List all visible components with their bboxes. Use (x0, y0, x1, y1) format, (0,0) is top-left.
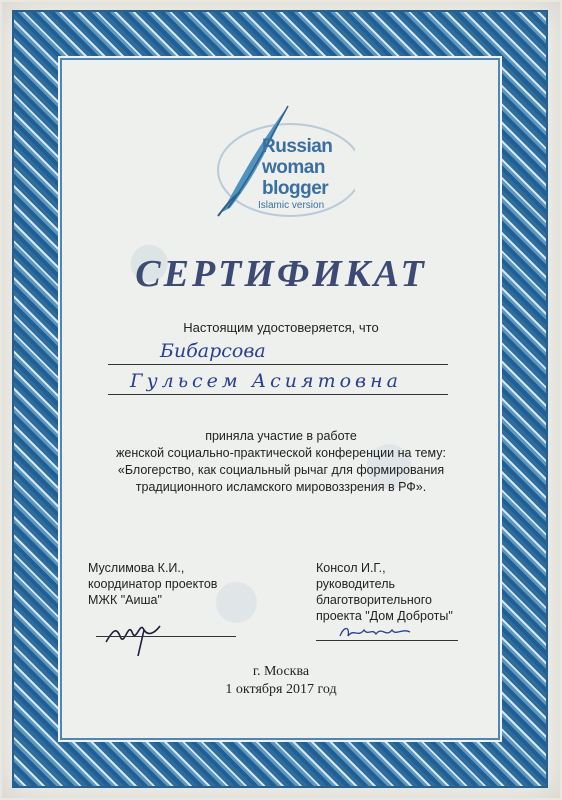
logo-line-1: Russian (262, 136, 333, 157)
signatory-right (316, 560, 453, 624)
given-underline (108, 394, 448, 395)
left-signature-line (96, 636, 236, 637)
body-line-3: «Блогерство, как социальный рычаг для формирования (117, 463, 445, 477)
signatory-right-role-2: благотворительного (316, 593, 432, 607)
logo-line-3: blogger (262, 178, 329, 199)
logo-subtitle: Islamic version (258, 200, 325, 211)
logo-line-2: woman (262, 157, 325, 178)
signatory-left-role-2: МЖК "Аиша" (88, 593, 162, 607)
signatory-right-name: Консол И.Г., (316, 561, 386, 575)
certificate-title: СЕРТИФИКАТ (135, 253, 427, 295)
right-signature-line (316, 640, 458, 641)
intro-text: Настоящим удостоверяется, что (183, 320, 379, 335)
signatory-left (88, 560, 217, 608)
signatory-left-role-1: координатор проектов (88, 577, 218, 591)
logo-wordmark (262, 136, 372, 199)
signatory-right-role-1: руководитель (316, 577, 396, 591)
surname-underline (108, 364, 448, 365)
signatory-left-name: Муслимова К.И., (88, 561, 185, 575)
signatory-right-role-3: проекта "Дом Доброты" (316, 609, 453, 623)
body-line-4: традиционного исламского мировоззрения в РФ». (135, 480, 427, 494)
body-line-1: приняла участие в работе (205, 429, 357, 443)
place: г. Москва (252, 664, 310, 679)
recipient-surname: Бибарсова (160, 340, 266, 362)
recipient-given-names: Гульсем Асиятовна (130, 370, 402, 392)
body-line-2: женской социально-практической конференции на тему: (116, 446, 446, 460)
date: 1 октября 2017 год (225, 682, 337, 697)
